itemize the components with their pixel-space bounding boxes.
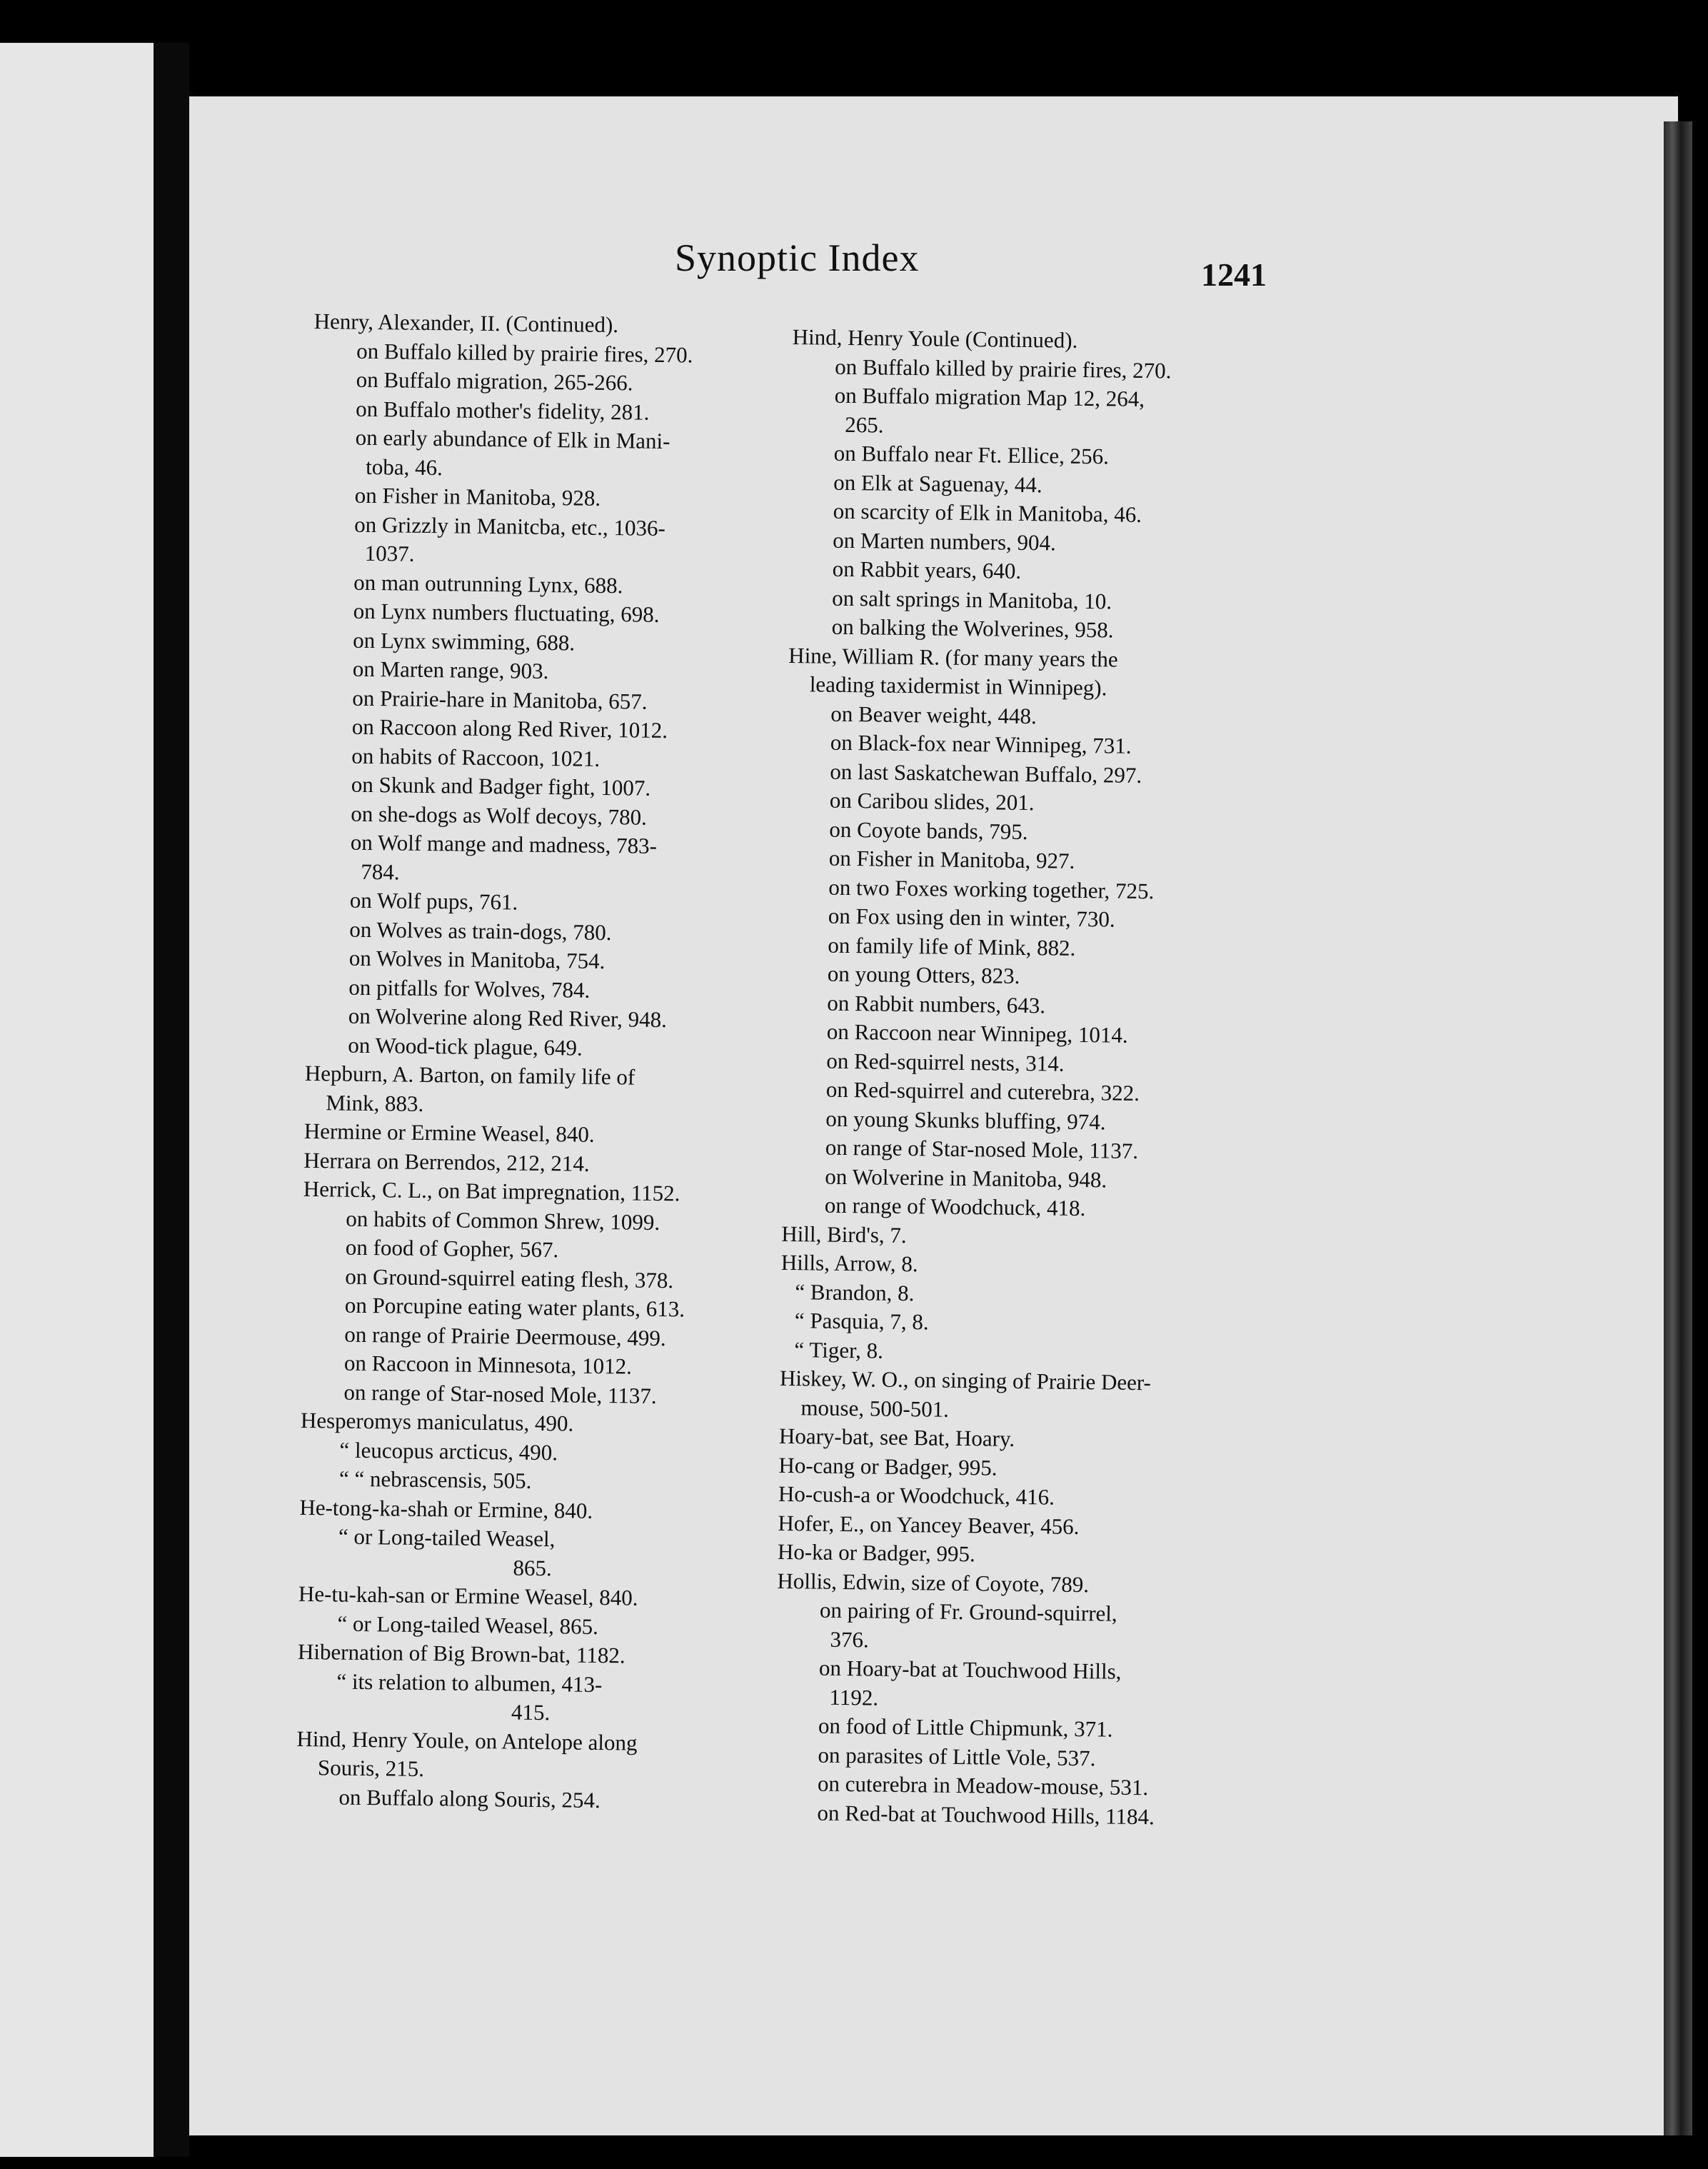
index-entry: Hine, William R. (for many years the [788, 642, 1118, 672]
index-entry: on range of Prairie Deermouse, 499. [344, 1321, 666, 1351]
index-entry: 1037. [364, 540, 415, 566]
index-entry: on Black-fox near Winnipeg, 731. [830, 729, 1132, 758]
index-entry: toba, 46. [366, 454, 443, 480]
index-entry: on Fox using den in winter, 730. [828, 903, 1115, 932]
index-entry: on Red-squirrel and cuterebra, 322. [825, 1076, 1140, 1106]
index-entry: on Porcupine eating water plants, 613. [344, 1292, 685, 1322]
index-entry: on Elk at Saguenay, 44. [833, 469, 1043, 497]
index-entry: Hind, Henry Youle (Continued). [792, 324, 1078, 353]
index-entry: “ Pasquia, 7, 8. [794, 1308, 929, 1335]
index-entry: on salt springs in Manitoba, 10. [832, 585, 1112, 613]
index-entry: on cuterebra in Meadow-mouse, 531. [817, 1770, 1149, 1800]
index-entry: on Caribou slides, 201. [829, 787, 1035, 816]
index-entry: on Coyote bands, 795. [829, 816, 1028, 844]
index-entry: on Wolves in Manitoba, 754. [348, 945, 606, 974]
index-entry: on parasites of Little Vole, 537. [818, 1742, 1096, 1770]
book-gutter [154, 43, 189, 2157]
index-entry: on early abundance of Elk in Mani- [355, 424, 670, 454]
page-number: 1241 [1201, 256, 1267, 293]
index-entry: He-tu-kah-san or Ermine Weasel, 840. [298, 1581, 638, 1611]
index-entry: Hind, Henry Youle, on Antelope along [296, 1725, 638, 1755]
index-entry: on pitfalls for Wolves, 784. [348, 974, 591, 1003]
index-entry: “ “ nebrascensis, 505. [338, 1466, 532, 1493]
index-entry: Hiskey, W. O., on singing of Prairie Deer- [779, 1365, 1152, 1396]
index-entry: Hepburn, A. Barton, on family life of [304, 1060, 636, 1090]
index-column-right [774, 323, 1278, 1833]
index-entry: on Buffalo killed by prairie fires, 270. [356, 338, 693, 367]
index-entry: on Wolf mange and madness, 783- [350, 829, 658, 858]
index-entry: on Red-bat at Touchwood Hills, 1184. [817, 1800, 1155, 1829]
index-entry: “ Tiger, 8. [794, 1336, 884, 1363]
index-entry: “ its relation to albumen, 413- [336, 1668, 603, 1697]
index-entry: on young Skunks bluffing, 974. [825, 1106, 1106, 1134]
index-entry: on last Saskatchewan Buffalo, 297. [830, 758, 1142, 788]
index-entry: on pairing of Fr. Ground-squirrel, [819, 1597, 1117, 1626]
index-entry: on Buffalo along Souris, 254. [338, 1784, 601, 1813]
index-entry: Hoary-bat, see Bat, Hoary. [778, 1423, 1015, 1451]
index-entry: 376. [830, 1626, 869, 1652]
index-entry: on Buffalo near Ft. Ellice, 256. [833, 440, 1110, 469]
index-entry: on Wolves as train-dogs, 780. [349, 916, 612, 945]
index-entry: leading taxidermist in Winnipeg). [809, 671, 1107, 701]
index-entry: on Lynx swimming, 688. [353, 627, 576, 655]
index-entry: on Grizzly in Manitcba, etc., 1036- [354, 511, 666, 541]
index-entry: Hesperomys maniculatus, 490. [300, 1407, 574, 1436]
index-entry: Herrara on Berrendos, 212, 214. [303, 1147, 590, 1176]
index-entry: on Lynx numbers fluctuating, 698. [353, 598, 660, 627]
index-entry: He-tong-ka-shah or Ermine, 840. [299, 1494, 593, 1523]
index-entry: on Prairie-hare in Manitoba, 657. [352, 685, 648, 714]
index-entry: on young Otters, 823. [827, 961, 1020, 988]
index-entry: on Rabbit numbers, 643. [827, 990, 1046, 1018]
index-entry: Ho-cang or Badger, 995. [778, 1452, 998, 1481]
index-entry: on Rabbit years, 640. [832, 556, 1022, 583]
index-entry: on Buffalo mother's fidelity, 281. [356, 396, 650, 425]
index-entry: “ or Long-tailed Weasel, [338, 1523, 556, 1552]
index-entry: on Red-squirrel nests, 314. [826, 1048, 1065, 1076]
index-entry: on habits of Common Shrew, 1099. [346, 1206, 660, 1235]
index-entry: on Wolf pups, 761. [349, 887, 518, 915]
index-entry: on food of Gopher, 567. [345, 1234, 559, 1263]
index-entry: Hollis, Edwin, size of Coyote, 789. [777, 1568, 1090, 1597]
index-entry: Mink, 883. [326, 1089, 424, 1116]
index-entry: Souris, 215. [317, 1755, 425, 1782]
page-title: Synoptic Index [675, 236, 920, 279]
index-entry: 415. [511, 1699, 551, 1725]
index-entry: on Buffalo migration Map 12, 264, [834, 382, 1145, 412]
index-entry: on Buffalo migration, 265-266. [356, 366, 633, 396]
index-entry: on family life of Mink, 882. [828, 932, 1076, 961]
index-entry: Hofer, E., on Yancey Beaver, 456. [778, 1510, 1080, 1539]
index-entry: on Skunk and Badger fight, 1007. [351, 771, 651, 801]
index-entry: on Raccoon near Winnipeg, 1014. [826, 1018, 1128, 1048]
index-entry: 1192. [829, 1684, 879, 1710]
index-column-left [296, 307, 785, 1817]
index-entry: on Wolverine in Manitoba, 948. [825, 1163, 1107, 1192]
index-entry: Ho-cush-a or Woodchuck, 416. [778, 1481, 1055, 1510]
index-entry: Hills, Arrow, 8. [780, 1249, 918, 1277]
facing-page-edge [0, 43, 154, 2157]
index-entry: on two Foxes working together, 725. [828, 874, 1155, 903]
index-entry: on Raccoon in Minnesota, 1012. [343, 1350, 633, 1379]
index-entry: mouse, 500-501. [800, 1394, 950, 1422]
index-entry: on Raccoon along Red River, 1012. [351, 713, 668, 743]
index-entry: on Ground-squirrel eating flesh, 378. [345, 1263, 674, 1293]
index-entry: on Beaver weight, 448. [830, 701, 1037, 728]
index-entry: on food of Little Chipmunk, 371. [818, 1713, 1113, 1742]
index-entry: 265. [845, 411, 884, 438]
index-entry: on Marten numbers, 904. [833, 527, 1057, 556]
index-entry: “ Brandon, 8. [795, 1278, 915, 1306]
index-entry: on Fisher in Manitoba, 928. [354, 482, 601, 511]
index-entry: Herrick, C. L., on Bat impregnation, 1152. [303, 1176, 680, 1206]
index-entry: on habits of Raccoon, 1021. [351, 743, 601, 771]
index-entry: 865. [513, 1555, 552, 1581]
index-entry: on scarcity of Elk in Manitoba, 46. [833, 498, 1142, 527]
index-entry: on Buffalo killed by prairie fires, 270. [835, 354, 1172, 383]
index-entry: Hibernation of Big Brown-bat, 1182. [297, 1638, 626, 1668]
index-entry: Henry, Alexander, II. (Continued). [313, 308, 619, 338]
index-entry: on Wood-tick plague, 649. [348, 1032, 583, 1061]
index-entry: on Wolverine along Red River, 948. [348, 1003, 668, 1033]
index-entry: on Marten range, 903. [352, 656, 549, 684]
index-entry: on Hoary-bat at Touchwood Hills, [818, 1655, 1122, 1684]
index-entry: on she-dogs as Wolf decoys, 780. [351, 801, 648, 830]
index-entry: “ leucopus arcticus, 490. [339, 1437, 558, 1465]
index-entry: 784. [361, 858, 400, 885]
index-entry: on range of Woodchuck, 418. [824, 1192, 1086, 1221]
index-entry: on range of Star-nosed Mole, 1137. [825, 1134, 1139, 1163]
index-entry: Ho-ka or Badger, 995. [777, 1538, 976, 1567]
index-entry: on man outrunning Lynx, 688. [353, 569, 623, 598]
index-entry: Hermine or Ermine Weasel, 840. [303, 1118, 595, 1147]
index-entry: on range of Star-nosed Mole, 1137. [343, 1379, 657, 1408]
index-entry: on Fisher in Manitoba, 927. [828, 845, 1075, 873]
page-stack-edge [1664, 121, 1692, 2135]
index-entry: “ or Long-tailed Weasel, 865. [337, 1611, 599, 1639]
index-entry: on balking the Wolverines, 958. [831, 613, 1114, 643]
index-entry: Hill, Bird's, 7. [781, 1221, 907, 1248]
